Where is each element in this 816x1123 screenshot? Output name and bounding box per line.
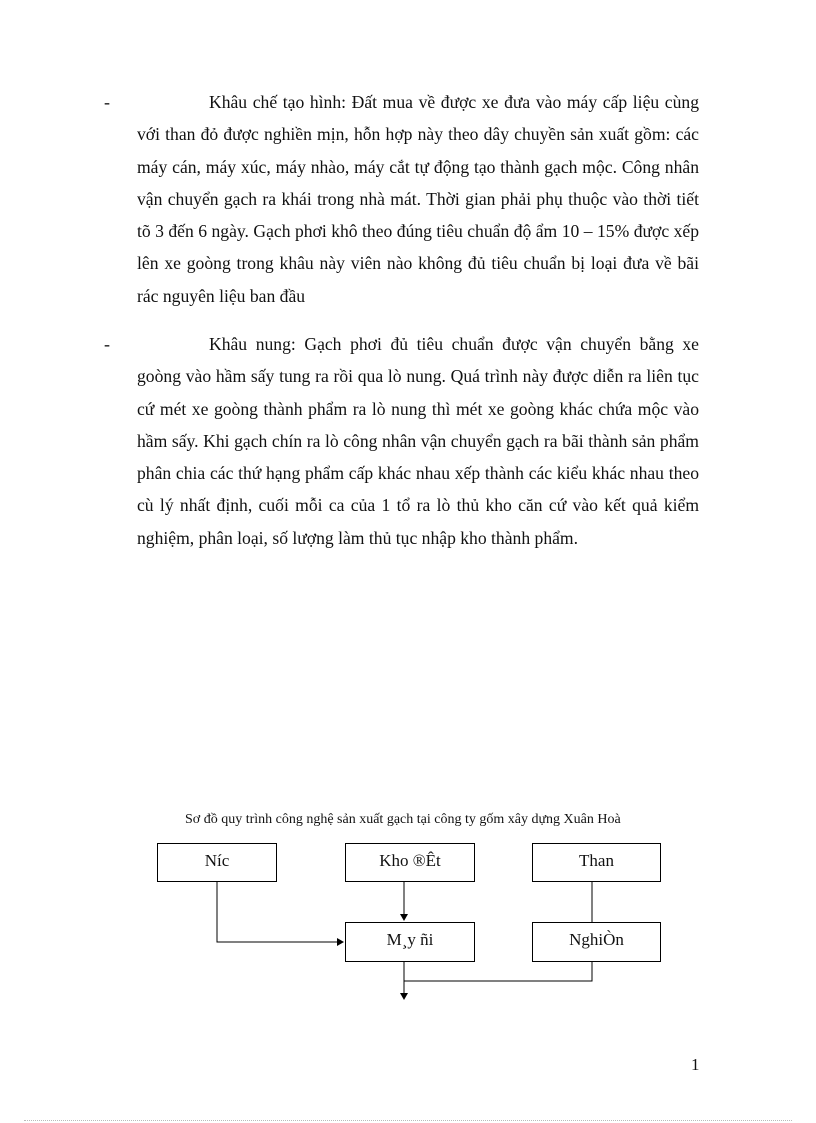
page-number: 1	[691, 1055, 700, 1074]
paragraph-shaping-stage: Khâu chế tạo hình: Đất mua về được xe đưa vào máy cấp liệu cùng với than đỏ được nghiền mịn, hỗn hợp này theo dây chuyền sản xuất gồm: các máy cán, máy xúc, máy nhào, máy cắt tự động tạo thành gạch mộc. Công nhân vận chuyển gạch ra khái trong nhà mát. Thời gian phải phụ thuộc vào thời tiết tõ 3 đến 6 ngày. Gạch phơi khô theo đúng tiêu chuẩn độ ẩm 10 – 15% được xếp lên xe goòng trong khâu này viên nào không đủ tiêu chuẩn bị loại đưa về bãi rác nguyên liệu ban đầu	[137, 92, 699, 306]
box-nuoc: Níc	[157, 843, 277, 882]
box-may-ui: M¸y ñi	[345, 922, 475, 962]
box-kho-dat: Kho ®Êt	[345, 843, 475, 882]
list-bullet: -	[104, 334, 110, 354]
box-nghien: NghiÒn	[532, 922, 661, 962]
paragraph-firing-stage: Khâu nung: Gạch phơi đủ tiêu chuẩn được vận chuyển bằng xe goòng vào hầm sấy tung ra rồi qua lò nung. Quá trình này được diễn ra liên tục cứ mét xe goòng thành phẩm ra lò nung thì mét xe goòng khác chứa mộc vào hầm sấy. Khi gạch chín ra lò công nhân vận chuyển gạch ra bãi thành sản phẩm phân chia các thứ hạng phẩm cấp khác nhau xếp thành các kiểu khác nhau theo cù lý nhất định, cuối mỗi ca của 1 tổ ra lò thủ kho căn cứ vào kết quả kiểm nghiệm, phân loại, số lượng làm thủ tục nhập kho thành phẩm.	[137, 334, 699, 548]
page-bottom-divider	[24, 1120, 792, 1121]
list-bullet: -	[104, 92, 110, 112]
diagram-caption: Sơ đồ quy trình công nghệ sản xuất gạch tại công ty gốm xây dựng Xuân Hoà	[185, 812, 621, 827]
arrow-nuoc-to-may-ui	[217, 882, 343, 942]
line-nghien-to-output	[404, 962, 592, 981]
box-than: Than	[532, 843, 661, 882]
